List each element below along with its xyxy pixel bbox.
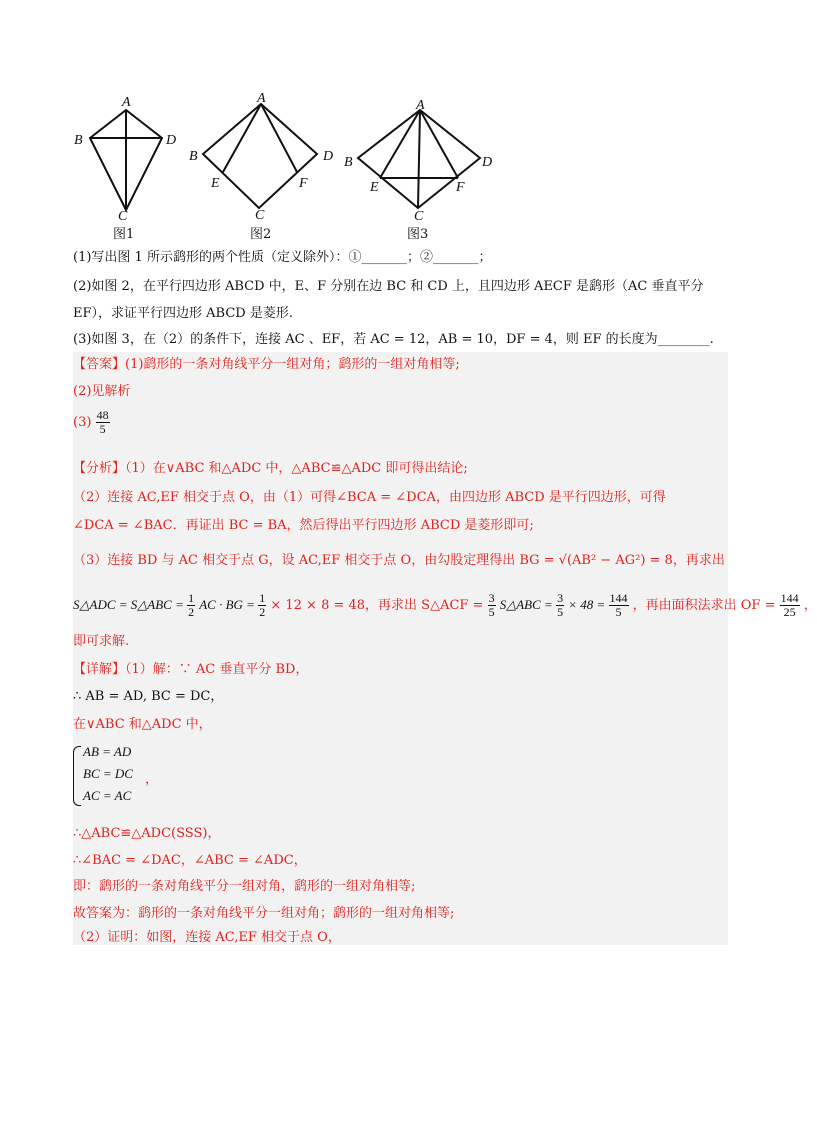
analysis-line-5 <box>73 592 817 619</box>
label-a: A <box>416 98 425 113</box>
label-b: B <box>74 133 83 148</box>
answer-line-3 <box>73 409 110 436</box>
area-expr-6: ，再由面积法求出 OF = <box>632 598 780 613</box>
fraction-numerator: 48 <box>96 408 109 422</box>
kite-diagram-1 <box>70 92 190 222</box>
figure-2 <box>185 92 340 222</box>
figure-3-caption: 图3 <box>407 227 429 242</box>
label-d: D <box>323 149 334 164</box>
area-expr-1: S△ADC = S△ABC = <box>73 597 188 612</box>
system-eq-3: AC = AC <box>83 788 132 803</box>
detail-line-7: 故答案为：鹞形的一条对角线平分一组对角；鹞形的一组对角相等; <box>73 906 455 921</box>
question-1: (1)写出图 1 所示鹞形的两个性质（定义除外）：①_______；②_______； <box>73 250 492 265</box>
label-c: C <box>414 209 424 224</box>
area-expr-2: AC · BG = <box>199 597 259 612</box>
answer-line-1: 【答案】(1)鹞形的一条对角线平分一组对角；鹞形的一组对角相等; <box>73 357 460 372</box>
kite-diagram-2 <box>185 92 340 222</box>
numerator: 1 <box>188 591 195 605</box>
question-3: (3)如图 3，在（2）的条件下，连接 AC 、EF，若 AC = 12，AB = 10，DF = 4，则 EF 的长度为________. <box>73 332 714 347</box>
fraction-144-25 <box>780 592 800 619</box>
label-a: A <box>122 95 131 110</box>
figure-3 <box>340 98 500 224</box>
figure-2-caption: 图2 <box>250 227 272 242</box>
analysis-line-1: 【分析】（1）在∨ABC 和△ADC 中，△ABC≌△ADC 即可得出结论; <box>73 461 468 476</box>
detail-line-2: ∴ AB = AD, BC = DC， <box>73 689 224 704</box>
answer-line-2: (2)见解析 <box>73 384 131 399</box>
fraction-3-5-1 <box>488 592 496 619</box>
denominator: 5 <box>615 605 622 619</box>
analysis-line-3: ∠DCA = ∠BAC．再证出 BC = BA，然后得出平行四边形 ABCD 是菱形即可; <box>73 518 534 533</box>
answer-3-prefix: (3) <box>73 415 92 430</box>
label-c: C <box>255 208 265 223</box>
detail-line-5: ∴∠BAC = ∠DAC，∠ABC = ∠ADC， <box>73 853 307 868</box>
detail-line-6: 即：鹞形的一条对角线平分一组对角，鹞形的一组对角相等; <box>73 879 416 894</box>
kite-diagram-3 <box>340 98 500 224</box>
fraction-denominator: 5 <box>99 422 106 436</box>
detail-line-3: 在∨ABC 和△ADC 中， <box>73 717 212 732</box>
analysis-line-2: （2）连接 AC,EF 相交于点 O，由（1）可得∠BCA = ∠DCA，由四边形 ABCD 是平行四边形，可得 <box>73 490 666 505</box>
detail-line-8: （2）证明：如图，连接 AC,EF 相交于点 O， <box>73 930 341 945</box>
figure-1-caption: 图1 <box>113 227 135 242</box>
numerator: 144 <box>609 591 628 605</box>
system-eq-2: BC = DC <box>83 766 133 781</box>
area-expr-5: × 48 = <box>568 597 609 612</box>
answer-3-fraction <box>96 409 110 436</box>
fraction-half-2 <box>258 592 266 619</box>
system-brace <box>73 746 81 806</box>
question-2-line-1: (2)如图 2，在平行四边形 ABCD 中，E、F 分别在边 BC 和 CD 上，且四边形 AECF 是鹞形（AC 垂直平分 <box>73 279 704 294</box>
detail-line-4: ∴△ABC≌△ADC(SSS)， <box>73 826 221 841</box>
denominator: 2 <box>188 605 195 619</box>
numerator: 3 <box>488 591 495 605</box>
numerator: 1 <box>259 591 266 605</box>
label-e: E <box>211 176 220 191</box>
system-comma: ， <box>145 772 159 787</box>
detail-line-1: 【详解】（1）解：∵ AC 垂直平分 BD， <box>73 662 309 677</box>
label-a: A <box>257 91 266 106</box>
question-2-line-2: EF），求证平行四边形 ABCD 是菱形. <box>73 306 293 321</box>
area-expr-3: × 12 × 8 = 48，再求出 S△ACF = <box>270 598 488 613</box>
figure-1 <box>70 92 190 222</box>
analysis-line-4: （3）连接 BD 与 AC 相交于点 G，设 AC,EF 相交于点 O，由勾股定理得出 BG = √(AB² − AG²) = 8，再求出 <box>73 553 725 568</box>
analysis-line-6: 即可求解. <box>73 634 130 649</box>
label-e: E <box>370 180 379 195</box>
denominator: 5 <box>488 605 495 619</box>
numerator: 144 <box>780 591 799 605</box>
label-d: D <box>166 133 177 148</box>
numerator: 3 <box>557 591 564 605</box>
label-b: B <box>189 149 198 164</box>
denominator: 25 <box>783 605 796 619</box>
denominator: 5 <box>557 605 564 619</box>
fraction-half-1 <box>187 592 195 619</box>
fraction-3-5-2 <box>556 592 564 619</box>
area-expr-4: S△ABC = <box>499 597 557 612</box>
label-d: D <box>482 155 493 170</box>
label-c: C <box>118 209 128 224</box>
system-eq-1: AB = AD <box>83 744 132 759</box>
area-expr-end: ， <box>803 598 817 613</box>
label-b: B <box>344 155 353 170</box>
denominator: 2 <box>259 605 266 619</box>
label-f: F <box>456 180 465 195</box>
fraction-144-5 <box>609 592 629 619</box>
label-f: F <box>299 176 308 191</box>
